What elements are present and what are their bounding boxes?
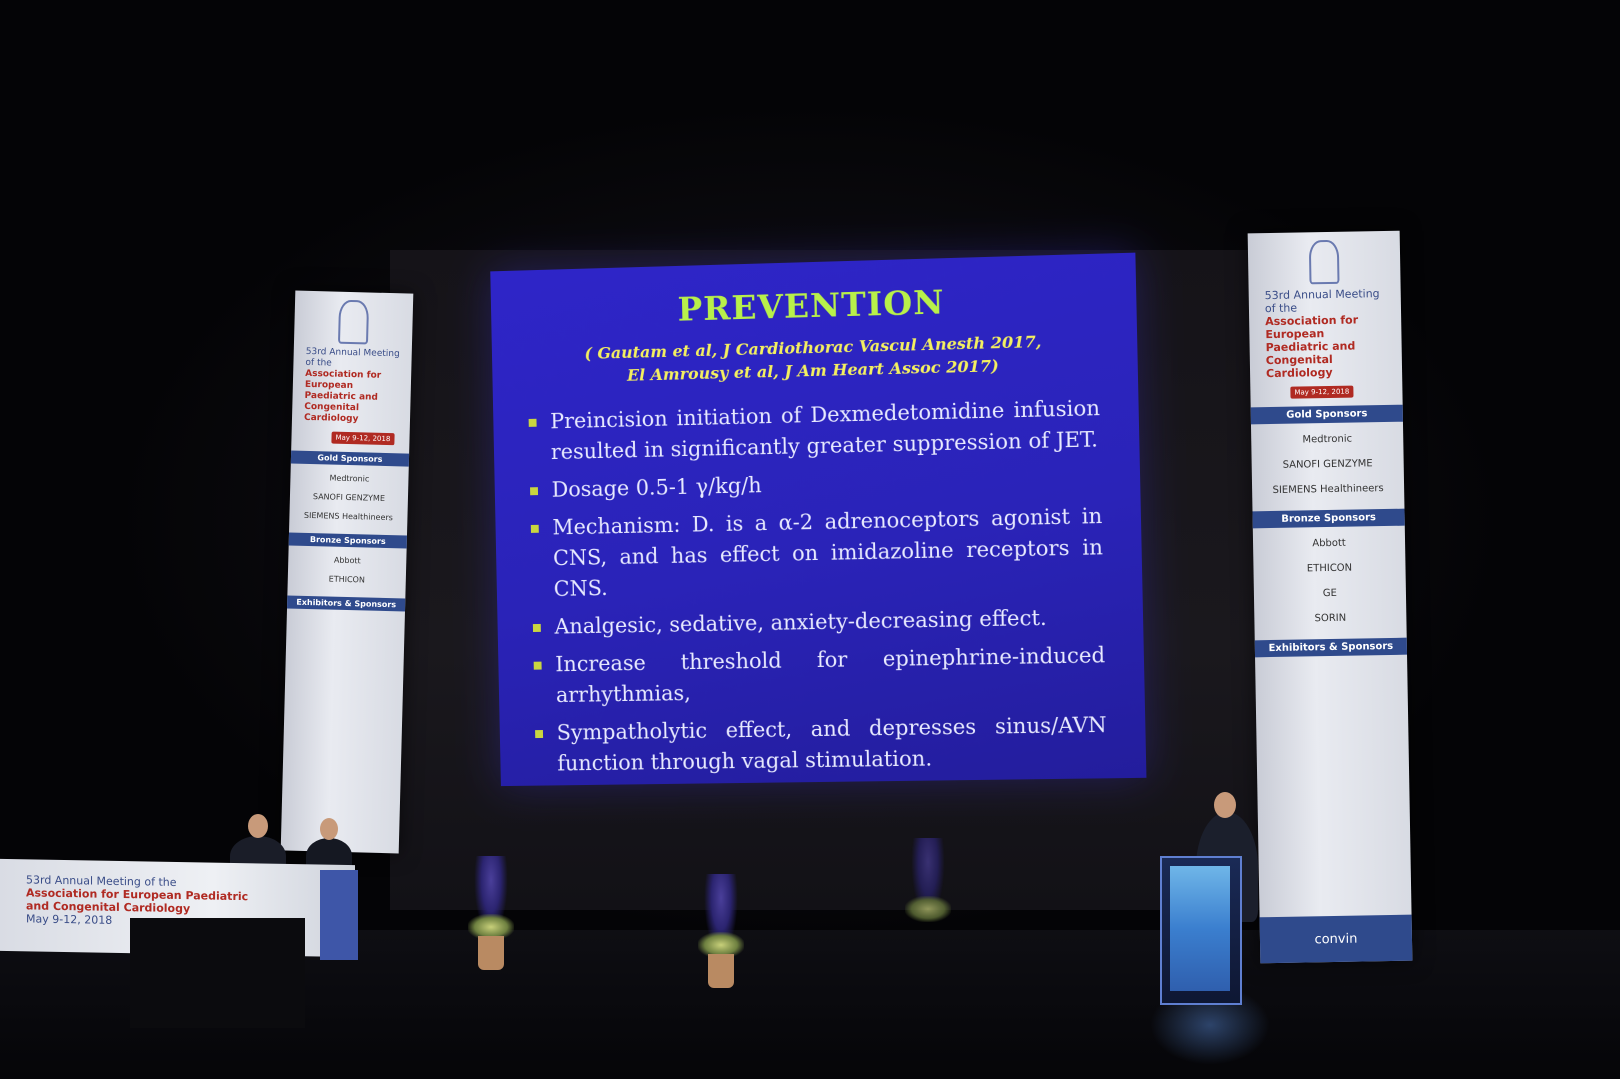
panelist-head <box>248 814 268 838</box>
aepc-logo-icon <box>1309 240 1340 285</box>
slide-bullet <box>530 463 1102 507</box>
bullet-square-icon <box>535 730 543 738</box>
banner-footer-logo: convin <box>1260 915 1413 964</box>
banner-meeting-text <box>292 347 412 427</box>
panel-table-front-box <box>130 918 305 1028</box>
slide-bullet-text: Mechanism: D. is a α-2 adrenoceptors agonist in CNS, and has effect on imidazoline receptors in CNS. <box>552 503 1104 601</box>
banner-exhibitors-label: Exhibitors & Sponsors <box>1255 638 1407 658</box>
slide-bullet <box>533 602 1105 643</box>
slide-bullet <box>533 640 1106 711</box>
slide-bullet-text: Increase threshold for epinephrine-induced arrhythmias, <box>555 643 1106 708</box>
aepc-logo-icon <box>338 300 369 345</box>
banner-meeting-prefix: 53rd Annual Meeting of the <box>305 346 400 369</box>
sponsor-logo: ETHICON <box>1306 562 1353 575</box>
slide-bullet-text: Sympatholytic effect, and depresses sinus/AVN function through vagal stimulation. <box>556 712 1107 776</box>
lectern <box>1160 856 1242 1005</box>
banner-date: May 9-12, 2018 <box>1290 386 1353 399</box>
banner-date: May 9-12, 2018 <box>331 432 394 446</box>
sponsor-logo: Abbott <box>333 555 361 566</box>
bullet-square-icon <box>530 487 538 495</box>
banner-association: Association for European Paediatric and Congenital Cardiology <box>303 368 382 425</box>
panel-table-line: Association for European Paediatric <box>26 886 249 904</box>
slide-bullet-list <box>528 393 1107 787</box>
slide-bullet <box>535 710 1108 780</box>
slide-bullet <box>528 393 1101 469</box>
sponsor-logo: SORIN <box>1314 612 1347 625</box>
flower-greens <box>905 896 951 922</box>
banner-gold-sponsors-label: Gold Sponsors <box>291 450 409 466</box>
sponsor-logo: GE <box>1322 587 1338 600</box>
speaker-head <box>1214 792 1236 818</box>
flower-vase <box>468 830 514 970</box>
flower-pot <box>478 936 504 970</box>
panel-table-line: 53rd Annual Meeting of the <box>26 873 177 889</box>
sponsor-logo: Medtronic <box>1302 433 1353 446</box>
sponsor-logo: SANOFI GENZYME <box>1282 458 1373 471</box>
panelist-head <box>320 818 338 840</box>
flower-vase <box>698 848 744 988</box>
banner-bronze-sponsors-label: Bronze Sponsors <box>1252 509 1404 529</box>
bullet-square-icon <box>529 419 537 427</box>
bullet-square-icon <box>533 624 541 632</box>
bullet-square-icon <box>534 662 542 670</box>
slide-reference-line: El Amrousy et al, J Am Heart Assoc 2017) <box>626 356 999 385</box>
slide-reference-line: ( Gautam et al, J Cardiothorac Vascul Anesth 2017, <box>584 331 1042 363</box>
flower-vase <box>905 862 951 952</box>
slide-bullet-text: Preincision initiation of Dexmedetomidine infusion resulted in significantly greater suppression of JET. <box>550 395 1101 465</box>
sponsor-logo: SIEMENS Healthineers <box>303 510 394 523</box>
slide-bullet <box>531 501 1104 605</box>
slide-bullet-text: Analgesic, sedative, anxiety-decreasing effect. <box>554 605 1047 639</box>
left-sponsor-banner <box>281 291 414 854</box>
flower-pot <box>708 954 734 988</box>
banner-meeting-text <box>1249 287 1403 381</box>
banner-exhibitors-label: Exhibitors & Sponsors <box>287 595 405 611</box>
panel-table-side <box>320 870 358 960</box>
banner-meeting-prefix: 53rd Annual Meeting of the <box>1264 287 1380 316</box>
panel-table-line: and Congenital Cardiology <box>26 899 191 916</box>
sponsor-logo: SANOFI GENZYME <box>312 492 386 503</box>
sponsor-logo: ETHICON <box>328 574 366 585</box>
slide-title: PREVENTION <box>677 282 945 329</box>
banner-association: Association for European Paediatric and Congenital Cardiology <box>1265 313 1359 381</box>
slide-reference <box>492 327 1138 390</box>
sponsor-logo: SIEMENS Healthineers <box>1272 483 1384 496</box>
sponsor-logo: Medtronic <box>329 473 370 484</box>
lectern-poster <box>1170 866 1230 991</box>
panel-table-date: May 9-12, 2018 <box>26 912 113 927</box>
slide-bullet-text: Dosage 0.5-1 γ/kg/h <box>551 473 762 502</box>
right-sponsor-banner <box>1248 231 1413 964</box>
projection-screen <box>490 253 1146 786</box>
sponsor-logo: Abbott <box>1312 537 1346 550</box>
banner-gold-sponsors-label: Gold Sponsors <box>1251 405 1403 425</box>
bullet-square-icon <box>531 525 539 533</box>
banner-bronze-sponsors-label: Bronze Sponsors <box>289 532 407 548</box>
